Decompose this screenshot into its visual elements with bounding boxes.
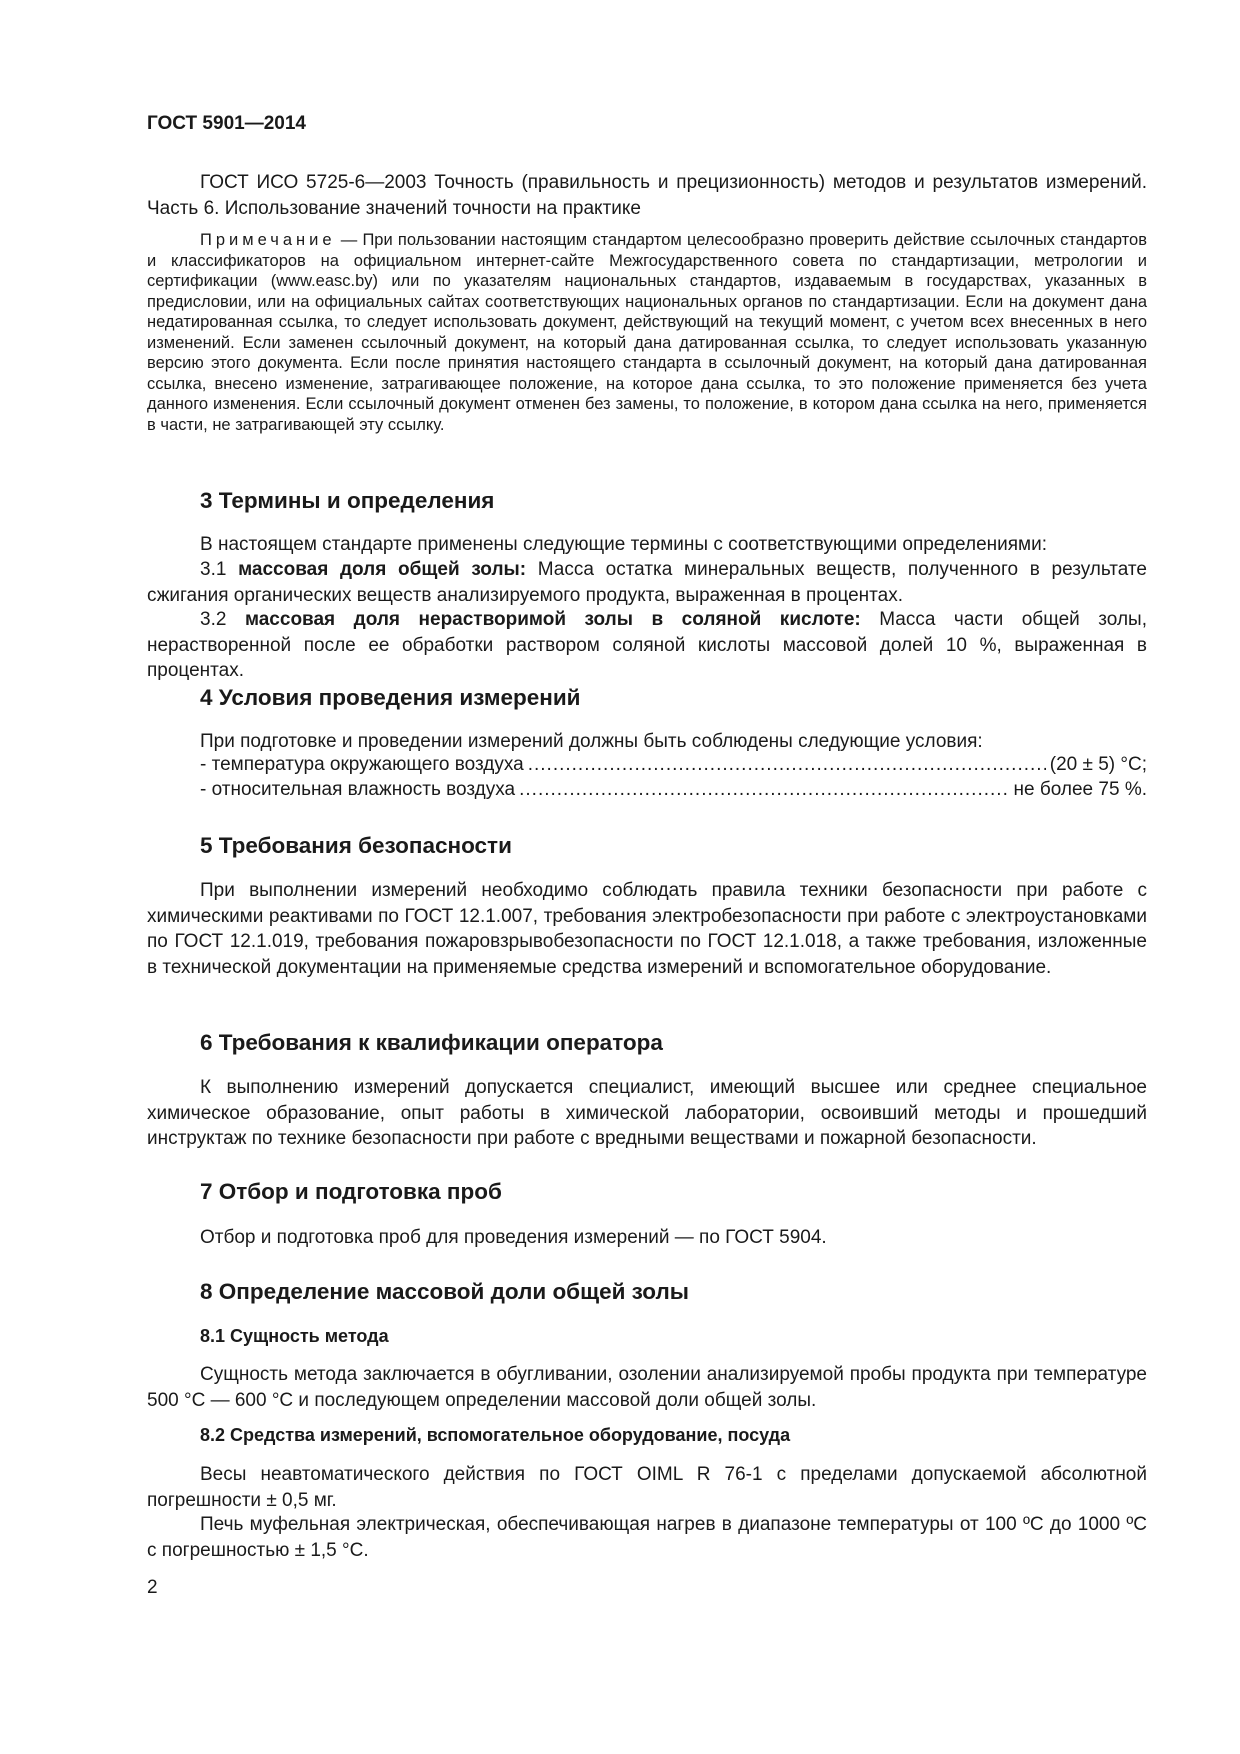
section-4-title: 4 Условия проведения измерений: [200, 685, 581, 710]
subsection-8-2-title: 8.2 Средства измерений, вспомогательное оборудование, посуда: [200, 1425, 791, 1445]
condition-humidity-label: - относительная влажность воздуха: [200, 779, 516, 800]
term-3-1-number: 3.1: [200, 559, 239, 580]
condition-humidity-value: не более 75 %.: [1013, 779, 1147, 800]
section-3-title: 3 Термины и определения: [200, 488, 495, 513]
dot-leader: [528, 754, 1046, 776]
section-3-intro: В настоящем стандарте применены следующие термины с соответствующими определениями:: [200, 534, 1047, 555]
section-7-title: 7 Отбор и подготовка проб: [200, 1179, 502, 1204]
term-3-1: [147, 557, 1147, 608]
note-label: Примечание: [200, 231, 336, 249]
note-block: [147, 230, 1147, 435]
term-3-2-definition: Масса части общей золы, нерастворенной после ее обработки раствором соляной кислоты массовой долей 10 %, выраженная в процентах.: [147, 609, 1147, 681]
section-4-intro: При подготовке и проведении измерений должны быть соблюдены следующие условия:: [200, 731, 983, 752]
section-6-text: К выполнению измерений допускается специалист, имеющий высшее или среднее специальное химическое образование, опыт работы в химической лаборатории, освоивший методы и прошедший инструктаж по технике безопасности при работе с вредными веществами и пожарной безопасности.: [147, 1077, 1147, 1149]
subsection-8-2-para-2: Печь муфельная электрическая, обеспечивающая нагрев в диапазоне температуры от 100 ºС до 1000 ºС с погрешностью ± 1,5 °С.: [147, 1514, 1147, 1561]
section-8-title: 8 Определение массовой доли общей золы: [200, 1279, 689, 1304]
reference-entry: ГОСТ ИСО 5725-6—2003 Точность (правильность и прецизионность) методов и результатов измерений. Часть 6. Использование значений точности на практике: [147, 172, 1147, 219]
note-text: — При пользовании настоящим стандартом целесообразно проверить действие ссылочных стандартов и классификаторов на официальном интернет-сайте Межгосударственного совета по стандартизации, метрологии и сертификации (www.easc.by) или по указателям национальных стандартов, издаваемым в государствах, указанных в предисловии, или на официальных сайтах соответствующих национальных органов по стандартизации. Если на документ дана недатированная ссылка, то следует использовать документ, действующий на текущий момент, с учетом всех внесенных в него изменений. Если заменен ссылочный документ, на который дана датированная ссылка, то следует использовать указанную версию этого документа. Если после принятия настоящего стандарта в ссылочный документ, на который дана датированная ссылка, внесено изменение, затрагивающее положение, на которое дана ссылка, то это положение применяется без учета данного изменения. Если ссылочный документ отменен без замены, то положение, в котором дана ссылка на него, применяется в части, не затрагивающей эту ссылку.: [147, 231, 1147, 434]
term-3-2: [147, 607, 1147, 684]
dot-leader: [519, 779, 1009, 801]
term-3-2-number: 3.2: [200, 609, 245, 630]
term-3-2-name: массовая доля нерастворимой золы в соляной кислоте:: [244, 609, 861, 630]
condition-temperature-label: - температура окружающего воздуха: [200, 754, 524, 775]
section-7-text: Отбор и подготовка проб для проведения измерений — по ГОСТ 5904.: [200, 1227, 827, 1248]
section-5-title: 5 Требования безопасности: [200, 833, 512, 858]
condition-humidity: [200, 779, 1147, 801]
page-number: 2: [147, 1577, 158, 1598]
condition-temperature-value: (20 ± 5) °С;: [1049, 754, 1147, 775]
section-5-text: При выполнении измерений необходимо соблюдать правила техники безопасности при работе с химическими реактивами по ГОСТ 12.1.007, требования электробезопасности при работе с электроустановками по ГОСТ 12.1.019, требования пожаровзрывобезопасности по ГОСТ 12.1.018, а также требования, изложенные в технической документации на применяемые средства измерений и вспомогательное оборудование.: [147, 880, 1147, 978]
subsection-8-1-title: 8.1 Сущность метода: [200, 1326, 389, 1346]
term-3-1-name: массовая доля общей золы:: [238, 559, 527, 580]
document-header: ГОСТ 5901—2014: [147, 113, 306, 134]
subsection-8-1-text: Сущность метода заключается в обугливании, озолении анализируемой пробы продукта при температуре 500 °С — 600 °С и последующем определении массовой доли общей золы.: [147, 1364, 1147, 1411]
condition-temperature: [200, 754, 1147, 776]
term-3-1-definition: Масса остатка минеральных веществ, полученного в результате сжигания органических веществ анализируемого продукта, выраженная в процентах.: [147, 559, 1147, 606]
subsection-8-2-para-1: Весы неавтоматического действия по ГОСТ OIML R 76-1 с пределами допускаемой абсолютной погрешности ± 0,5 мг.: [147, 1464, 1147, 1511]
section-6-title: 6 Требования к квалификации оператора: [200, 1030, 663, 1055]
